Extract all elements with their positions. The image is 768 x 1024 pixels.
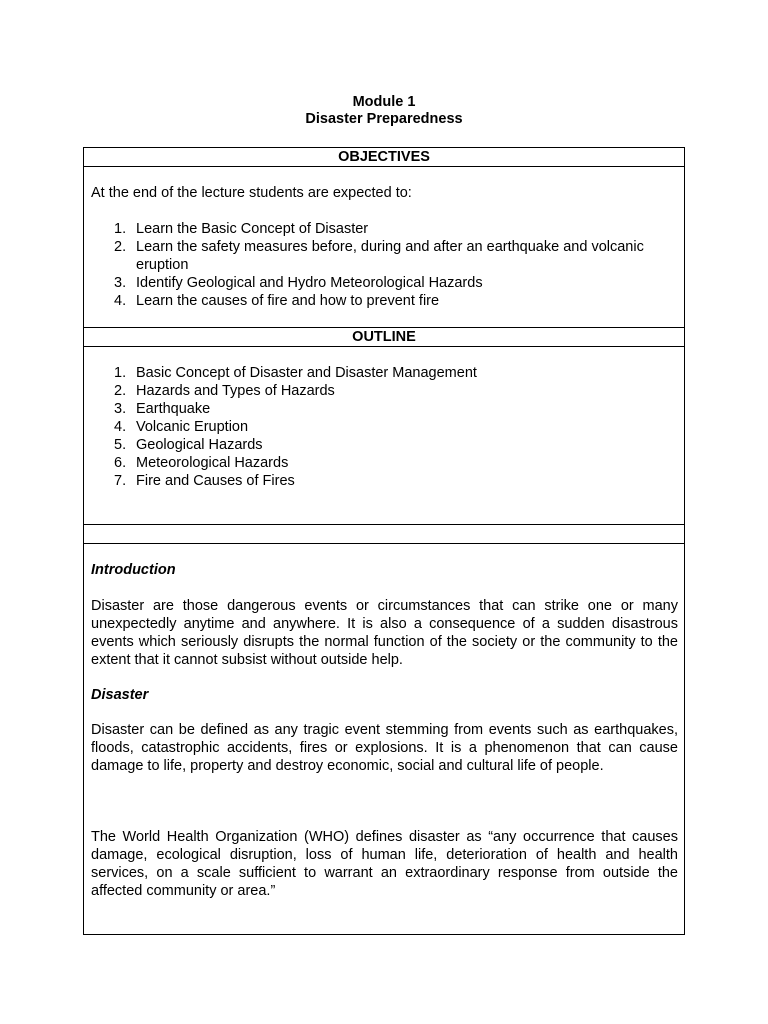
disaster-heading: Disaster — [91, 687, 149, 703]
module-table — [83, 147, 685, 935]
list-text: Geological Hazards — [136, 437, 263, 453]
who-definition-paragraph: The World Health Organization (WHO) defines disaster as “any occurrence that causes damage, ecological disruption, loss of human life, deterioration of health and health services, on a scale sufficient to warrant an extraordinary response from outside the affected community or area.” — [91, 829, 678, 899]
list-number: 4. — [114, 419, 127, 435]
list-number: 2. — [114, 383, 127, 399]
list-number: 3. — [114, 401, 127, 417]
empty-row — [84, 525, 684, 543]
list-number: 1. — [114, 365, 127, 381]
list-number: 6. — [114, 455, 127, 471]
list-text: Basic Concept of Disaster and Disaster Management — [136, 365, 477, 381]
list-text: Meteorological Hazards — [136, 455, 289, 471]
list-number: 4. — [114, 293, 127, 309]
introduction-paragraph: Disaster are those dangerous events or circumstances that can strike one or many unexpectedly anytime and anywhere. It is also a consequence of a sudden disastrous events which seriously disrupts the normal function of the society or the community to the extent that it cannot subsist without outside help. — [91, 598, 678, 668]
list-number: 2. — [114, 239, 127, 255]
introduction-heading: Introduction — [91, 562, 176, 578]
page-title: Disaster Preparedness — [305, 111, 463, 127]
list-item — [114, 382, 674, 400]
disaster-paragraph: Disaster can be defined as any tragic event stemming from events such as earthquakes, floods, catastrophic accidents, fires or explosions. It is a phenomenon that can cause damage to life, property and destroy economic, social and cultural life of people. — [91, 722, 678, 774]
list-item — [114, 454, 674, 472]
list-item — [114, 220, 674, 238]
list-text: Identify Geological and Hydro Meteorological Hazards — [136, 275, 483, 291]
list-text: Hazards and Types of Hazards — [136, 383, 335, 399]
list-number: 7. — [114, 473, 127, 489]
list-number: 1. — [114, 221, 127, 237]
list-text: Learn the causes of fire and how to prevent fire — [136, 293, 440, 309]
objectives-section — [84, 167, 684, 327]
outline-heading: OUTLINE — [352, 329, 416, 345]
outline-section — [84, 347, 684, 524]
list-item — [114, 364, 674, 382]
list-number: 3. — [114, 275, 127, 291]
list-item — [114, 418, 674, 436]
outline-list — [114, 364, 674, 490]
list-item — [114, 292, 674, 310]
list-item — [114, 472, 674, 490]
list-number: 5. — [114, 437, 127, 453]
list-item — [114, 436, 674, 454]
objectives-heading: OBJECTIVES — [338, 149, 430, 165]
list-text: Earthquake — [136, 401, 211, 417]
objectives-list — [114, 220, 674, 310]
list-text: Volcanic Eruption — [136, 419, 249, 435]
list-text: Learn the Basic Concept of Disaster — [136, 221, 369, 237]
list-item — [114, 274, 674, 292]
list-item — [114, 400, 674, 418]
list-text: Learn the safety measures before, during and after an earthquake and volcanic eruption — [136, 239, 644, 273]
module-label: Module 1 — [352, 94, 416, 110]
document-title-block — [0, 94, 768, 128]
content-section — [84, 544, 684, 934]
list-text: Fire and Causes of Fires — [136, 473, 295, 489]
objectives-intro: At the end of the lecture students are expected to: — [91, 185, 412, 201]
list-item — [114, 238, 674, 274]
